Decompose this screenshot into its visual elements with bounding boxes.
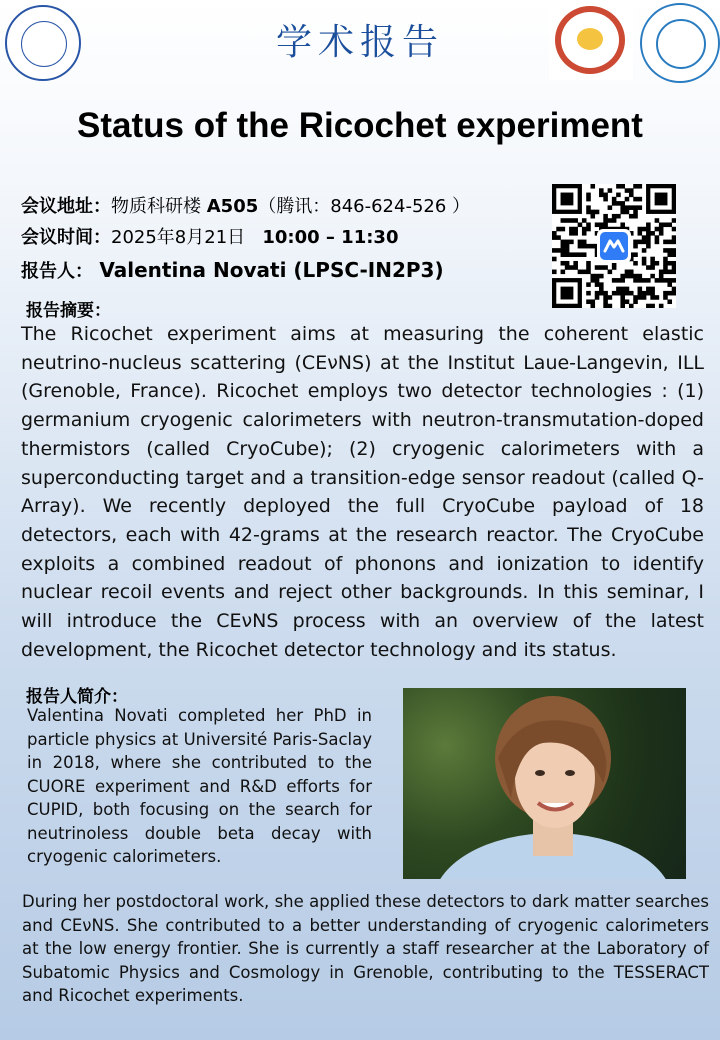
time-date: 2025年8月21日 (111, 227, 246, 248)
time-range: 10:00 – 11:30 (262, 227, 399, 248)
abstract-heading: 报告摘要： (26, 301, 111, 321)
page-header: 学术报告 (275, 22, 444, 63)
speaker-value: Valentina Novati (LPSC-IN2P3) (99, 258, 444, 282)
tencent-meeting-icon (597, 229, 631, 263)
talk-title: Status of the Ricochet experiment (77, 106, 643, 145)
location-room: A505 (206, 196, 259, 217)
location-value: 物质科研楼 (111, 196, 201, 217)
bio-text-1: Valentina Novati completed her PhD in particle physics at Université Paris-Saclay in 2018, where she contributed to the CUORE experiment and R&D efforts for CUPID, both focusing on the search for neutrinoless double beta decay with cryogenic calorimeters. (27, 706, 372, 866)
qr-code[interactable] (552, 184, 676, 308)
location-tencent: （腾讯：846-624-526 ） (258, 196, 471, 217)
speaker-line (21, 257, 444, 283)
abstract-text: The Ricochet experiment aims at measuring the coherent elastic neutrino-nucleus scattering (CEνNS) at the Institut Laue-Langevin, ILL (Grenoble, France). Ricochet employs two detector technologies : (1) germanium cryogenic calorimeters with neutron-transmutation-doped thermistors (called CryoCube); (2) cryogenic calorimeters with a superconducting target and a transition-edge sensor readout (called Q-Array). We recently deployed the full CryoCube payload of 18 detectors, each with 42-grams at the research reactor. The CryoCube exploits a combined readout of phonons and ionization to identify nuclear recoil events and reject other backgrounds. In this seminar, I will introduce the CEνNS process with an overview of the latest development, the Ricochet detector technology and its status. (21, 323, 704, 661)
location-label: 会议地址： (21, 196, 111, 217)
speaker-photo (403, 688, 686, 879)
location-line (21, 192, 470, 218)
time-label: 会议时间： (21, 227, 111, 248)
time-line (21, 223, 398, 249)
bio-heading: 报告人简介： (26, 687, 128, 707)
bio-text-2: During her postdoctoral work, she applied these detectors to dark matter searches and CEνNS. She contributed to a better understanding of cryogenic calorimeters at the low energy frontier. She is currently a staff researcher at the Laboratory of Subatomic Physics and Cosmology in Grenoble, contributing to the TESSERACT and Ricochet experiments. (22, 892, 709, 1005)
speaker-label: 报告人： (21, 261, 93, 282)
